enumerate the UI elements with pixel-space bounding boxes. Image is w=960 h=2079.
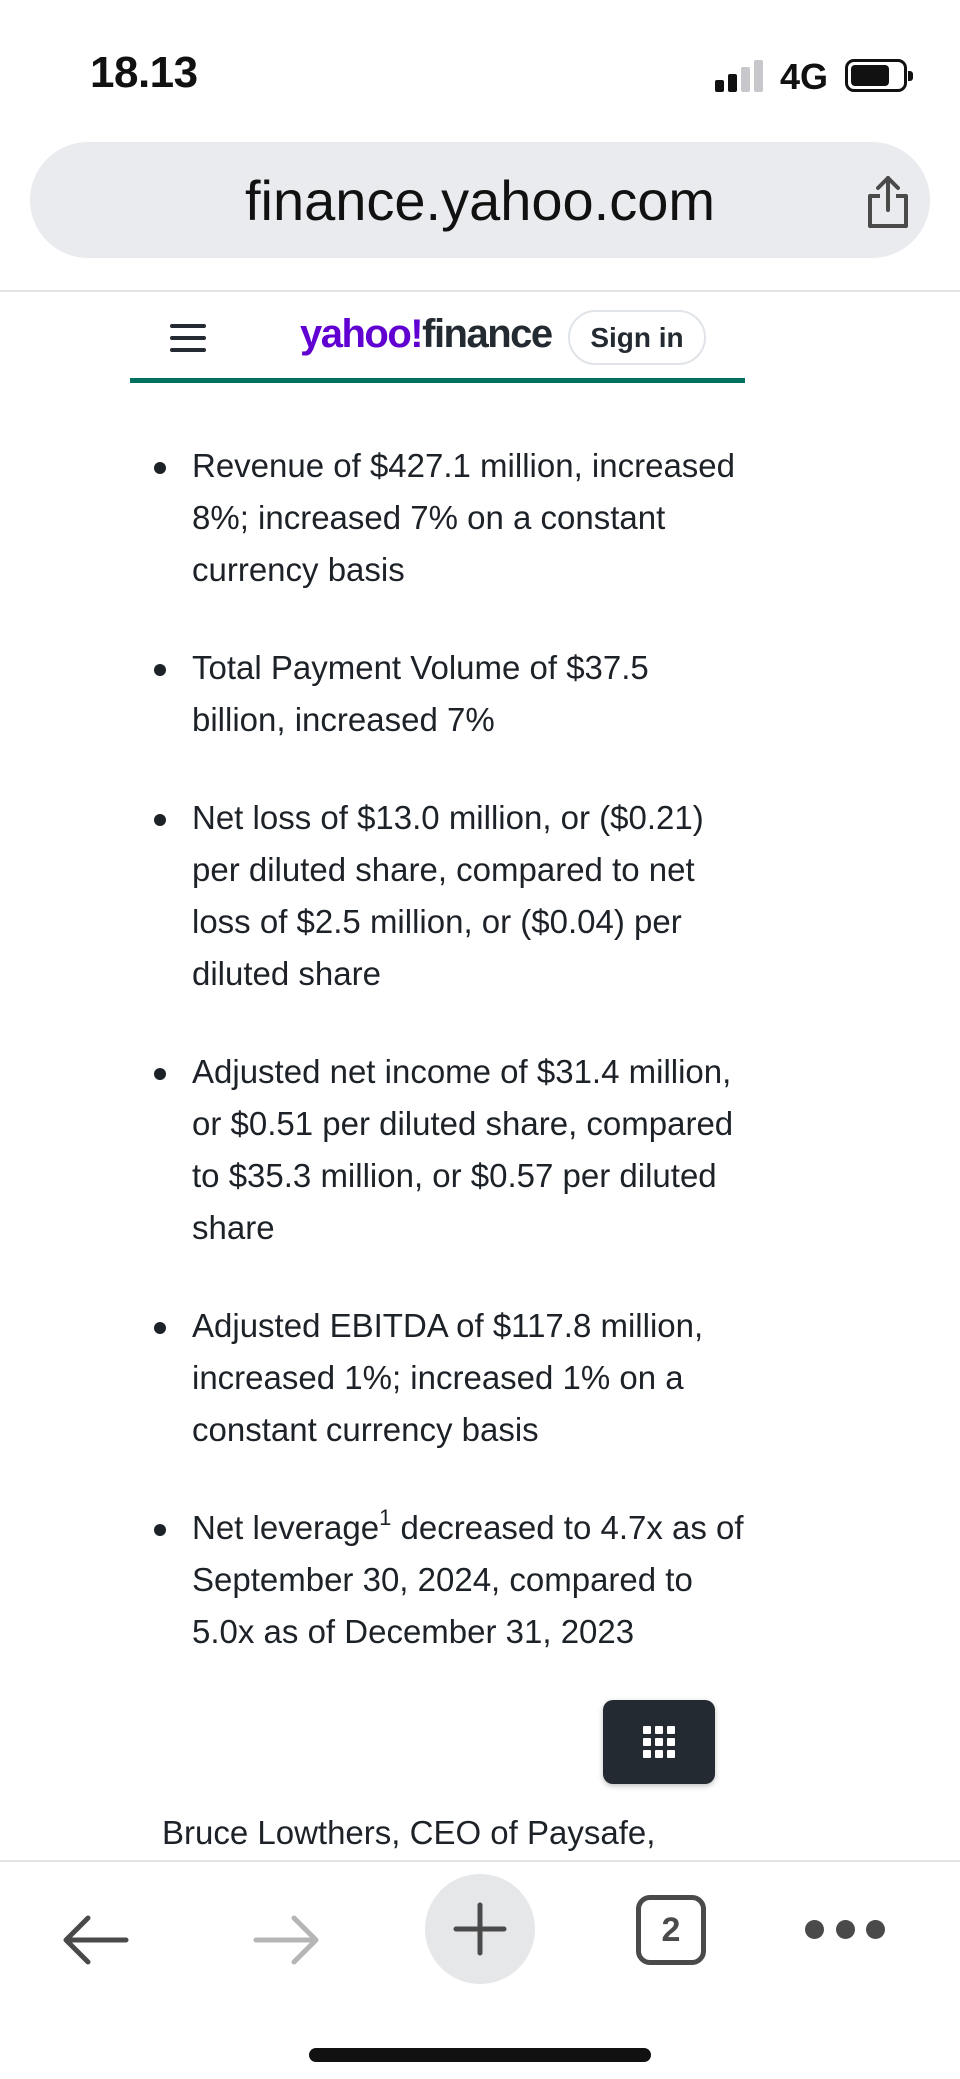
header-underline [130,378,745,383]
address-bar[interactable] [30,142,930,258]
tabs-button[interactable]: 2 [636,1895,706,1965]
floating-menu-button[interactable] [603,1700,715,1784]
status-time: 18.13 [90,48,198,97]
hamburger-menu-icon[interactable] [170,324,206,352]
url-text[interactable]: finance.yahoo.com [244,169,716,232]
article-paragraph: Bruce Lowthers, CEO of Paysafe, [162,1814,656,1851]
yahoo-finance-logo[interactable] [300,312,552,357]
highlights-list [150,440,750,1704]
list-item: Adjusted net income of $31.4 million, or $0.51 per diluted share, compared to $35.3 million, or $0.57 per diluted share [150,1046,750,1254]
plus-icon [452,1901,508,1957]
more-dots-icon[interactable] [805,1917,885,1941]
bottom-toolbar [0,1860,960,2079]
network-type: 4G [780,56,829,97]
list-item: Total Payment Volume of $37.5 billion, increased 7% [150,642,750,746]
list-item: Net loss of $13.0 million, or ($0.21) per diluted share, compared to net loss of $2.5 million, or ($0.04) per diluted share [150,792,750,1000]
site-header [130,292,745,384]
sign-in-button[interactable]: Sign in [568,310,706,365]
leverage-prefix: Net leverage [192,1509,380,1546]
list-item [150,1502,750,1658]
logo-yahoo: yahoo! [300,312,423,356]
footnote-marker[interactable]: 1 [379,1505,392,1530]
logo-finance: finance [422,312,552,356]
arrow-left-icon[interactable] [60,1904,132,1976]
grid-icon [643,1726,675,1758]
cellular-signal-icon [715,60,763,92]
share-icon[interactable] [858,172,918,232]
arrow-right-icon[interactable] [250,1904,322,1976]
list-item: Revenue of $427.1 million, increased 8%; increased 7% on a constant currency basis [150,440,750,596]
leverage-suffix: decreased to 4.7x as of September 30, 2024, compared to 5.0x as of December 31, 2023 [192,1509,744,1650]
home-indicator[interactable] [309,2048,651,2062]
list-item: Adjusted EBITDA of $117.8 million, increased 1%; increased 1% on a constant currency basis [150,1300,750,1456]
new-tab-button[interactable] [425,1874,535,1984]
battery-icon [845,59,907,92]
